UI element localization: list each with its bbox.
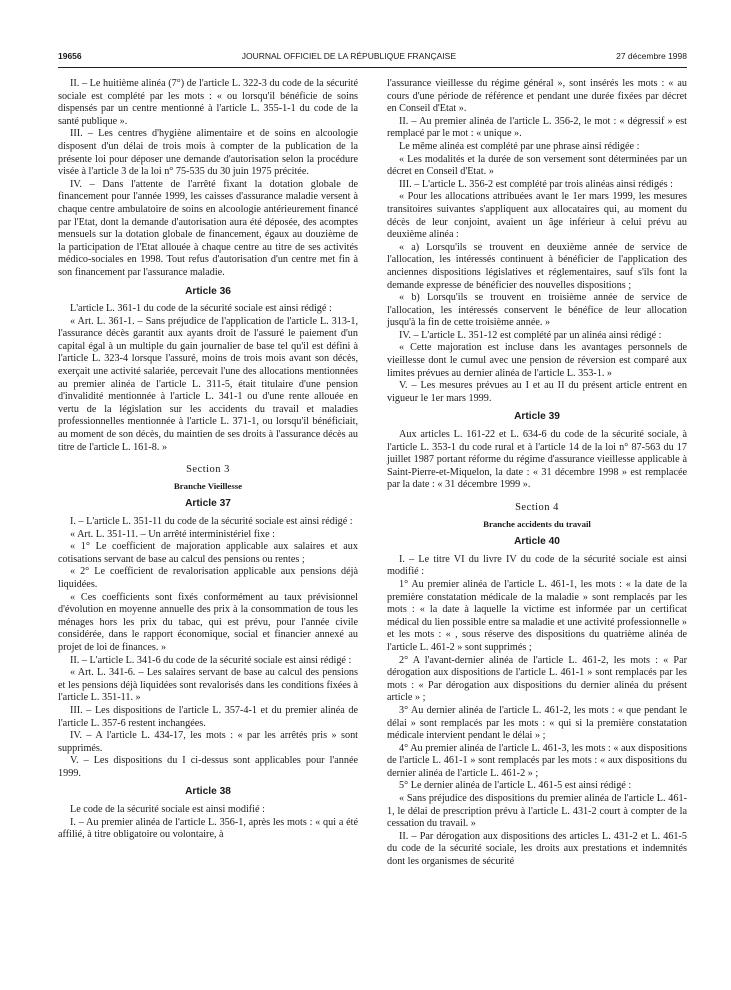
paragraph: « Sans préjudice des dispositions du premier alinéa de l'article L. 461-1, le délai de prescription prévu à l'article L. 431-2 court à compter de la cessation du travail. »	[387, 793, 687, 830]
paragraph: IV. – A l'article L. 434-17, les mots : « par les arrêtés pris » sont supprimés.	[58, 730, 358, 754]
paragraph: « Cette majoration est incluse dans les avantages personnels de vieillesse dont le cumul avec une pension de réversion est comparé aux limites prévues au dernier alinéa de l'article L. 353-1. »	[387, 342, 687, 379]
paragraph: IV. – L'article L. 351-12 est complété par un alinéa ainsi rédigé :	[399, 329, 662, 341]
paragraph: « a) Lorsqu'ils se trouvent en deuxième année de service de l'allocation, les intéressés continuent à bénéficier de l'application des anciennes dispositions législatives et réglementaires, sauf s'ils font la demande expresse de bénéficier des nouvelles dispositions ;	[387, 241, 687, 291]
article-heading: Article 36	[185, 285, 231, 297]
paragraph: II. – Par dérogation aux dispositions des articles L. 431-2 et L. 461-5 du code de la sécurité sociale, les droits aux prestations et indemnités dont les organismes de sécurité	[387, 830, 687, 868]
paragraph: V. – Les mesures prévues au I et au II du présent article entrent en vigueur le 1er mars 1999.	[387, 380, 687, 404]
paragraph: 4° Au premier alinéa de l'article L. 461-3, les mots : « aux dispositions de l'article L. 461-1 » sont remplacés par les mots : « aux dispositions du dernier alinéa de l'article L. 461-2 » ;	[387, 742, 687, 779]
paragraph: Le code de la sécurité sociale est ainsi modifié :	[70, 804, 265, 816]
paragraph: III. – L'article L. 356-2 est complété par trois alinéas ainsi rédigés :	[399, 178, 673, 190]
paragraph: « Art. L. 361-1. – Sans préjudice de l'application de l'article L. 313-1, l'assurance décès garantit aux ayants droit de l'assuré le paiement d'un capital égal à un multiple du gain journalier de base tel qu'il est défini à l'article L. 323-4 lorsque l'assuré, moins de trois mois avant son décès, exerçait une activité salariée, percevait l'une des allocations mentionnées au premier alinéa de l'article L. 311-5, était titulaire d'une pension d'invalidité mentionnée à l'article L. 341-1 ou d'une rente allouée en vertu de la législation sur les accidents du travail et maladies professionnelles mentionnée à l'article L. 371-1, ou lorsqu'il bénéficiait, au moment de son décès, du maintien de ses droits à l'assurance décès au titre de l'article L. 161-8. »	[58, 315, 358, 453]
subsection-heading: Branche Vieillesse	[173, 480, 243, 491]
paragraph: « 1° Le coefficient de majoration applicable aux salaires et aux cotisations servant de base au calcul des pensions ou rentes ;	[58, 541, 358, 565]
paragraph: 1° Au premier alinéa de l'article L. 461-1, les mots : « la date de la première constatation médicale de la maladie » sont remplacés par les mots : « la date à laquelle la victime est informée par un certificat médical du lien possible entre sa maladie et une activité professionnelle » et les mots : « , sous réserve des dispositions du quatrième alinéa de l'article L. 461-2 » sont supprimés ;	[387, 578, 687, 653]
article-heading: Article 40	[514, 536, 560, 548]
paragraph: Le même alinéa est complété par une phrase ainsi rédigée :	[399, 140, 640, 152]
paragraph: 2° A l'avant-dernier alinéa de l'article L. 461-2, les mots : « Par dérogation aux dispositions de l'article L. 461-1 » sont remplacés par les mots : « Par dérogation aux dispositions du dernier alinéa du présent article » ;	[387, 654, 687, 704]
paragraph: II. – L'article L. 341-6 du code de la sécurité sociale est ainsi rédigé :	[70, 654, 352, 666]
paragraph: II. – Au premier alinéa de l'article L. 356-2, le mot : « dégressif » est remplacé par le mot : « unique ».	[387, 115, 687, 140]
paragraph: l'assurance vieillesse du régime général », sont insérés les mots : « au cours d'une période de référence et pendant une durée fixées par décret en Conseil d'Etat ».	[387, 78, 687, 115]
paragraph: 3° Au dernier alinéa de l'article L. 461-2, les mots : « que pendant le délai » sont remplacés par les mots : « qui si la première constatation médicale intervient pendant le délai » ;	[387, 704, 687, 742]
paragraph: I. – L'article L. 351-11 du code de la sécurité sociale est ainsi rédigé :	[70, 516, 353, 527]
section-heading: Section 4	[515, 502, 559, 513]
subsection-heading: Branche accidents du travail	[483, 518, 591, 529]
paragraph: « 2° Le coefficient de revalorisation applicable aux pensions déjà liquidées.	[58, 566, 358, 590]
paragraph: V. – Les dispositions du I ci-dessus sont applicables pour l'année 1999.	[58, 755, 358, 779]
article-heading: Article 37	[185, 498, 231, 510]
journal-title: JOURNAL OFFICIEL DE LA RÉPUBLIQUE FRANÇAISE	[241, 51, 457, 61]
paragraph: I. – Au premier alinéa de l'article L. 356-1, après les mots : « qui a été affilié, à titre obligatoire ou volontaire, à	[58, 816, 358, 841]
paragraph: « Les modalités et la durée de son versement sont déterminées par un décret en Conseil d'Etat. »	[387, 153, 687, 178]
text-columns	[58, 78, 687, 869]
page-number: 19656	[58, 51, 82, 61]
paragraph: I. – Le titre VI du livre IV du code de la sécurité sociale est ainsi modifié :	[387, 553, 687, 578]
paragraph: III. – Les dispositions de l'article L. 357-4-1 et du premier alinéa de l'article L. 357-6 restent inchangées.	[58, 704, 358, 729]
article-heading: Article 39	[514, 411, 560, 423]
paragraph: « Art. L. 341-6. – Les salaires servant de base au calcul des pensions et les pensions déjà liquidées sont revalorisés dans les conditions fixées à l'article L. 351-11. »	[58, 667, 358, 704]
paragraph: « b) Lorsqu'ils se trouvent en troisième année de service de l'allocation, les intéressés conservent le bénéfice de leur allocation jusqu'à la fin de cette troisième année. »	[387, 292, 687, 329]
publication-date: 27 décembre 1998	[616, 51, 687, 61]
paragraph: L'article L. 361-1 du code de la sécurité sociale est ainsi rédigé :	[70, 303, 332, 315]
article-heading: Article 38	[185, 786, 231, 798]
paragraph: Aux articles L. 161-22 et L. 634-6 du code de la sécurité sociale, à l'article L. 353-1 du code rural et à l'article 14 de la loi n° 87-563 du 17 juillet 1987 portant réforme du régime d'assurance vieillesse applicable à Saint-Pierre-et-Miquelon, la date : « 31 décembre 1998 » est remplacée par la date : « 31 décembre 1999 ».	[387, 429, 687, 491]
page-header	[58, 51, 687, 68]
paragraph: « Art. L. 351-11. – Un arrêté interministériel fixe :	[70, 528, 276, 540]
paragraph: « Pour les allocations attribuées avant le 1er mars 1999, les mesures transitoires suivantes s'appliquent aux allocataires qui, au moment du décès de leur conjoint, avaient un âge inférieur à celui prévu au deuxième alinéa :	[387, 191, 687, 241]
paragraph: II. – Le huitième alinéa (7°) de l'article L. 322-3 du code de la sécurité sociale est complété par les mots : « ou lorsqu'il bénéficie de soins dispensés par un centre mentionné à l'article L. 355-1-1 du code de la santé publique ».	[58, 78, 358, 127]
right-column	[387, 78, 687, 869]
section-heading: Section 3	[186, 464, 230, 476]
left-column	[58, 78, 358, 869]
paragraph: « Ces coefficients sont fixés conformément au taux prévisionnel d'évolution en moyenne annuelle des prix à la consommation de tous les ménages hors les prix du tabac, qui est prévu, pour l'année civile considérée, dans le rapport économique, social et financier annexé au projet de loi de finances. »	[58, 591, 358, 653]
paragraph: 5° Le dernier alinéa de l'article L. 461-5 est ainsi rédigé :	[399, 780, 632, 792]
paragraph: III. – Les centres d'hygiène alimentaire et de soins en alcoologie disposent d'un délai de trois mois à compter de la publication de la présente loi pour déposer une demande d'autorisation selon la procédure visée à l'article 3 de la loi n° 75-535 du 30 juin 1975 précitée.	[58, 128, 358, 178]
paragraph: IV. – Dans l'attente de l'arrêté fixant la dotation globale de financement pour l'année 1999, les caisses d'assurance maladie versent à chaque centre ambulatoire de soins en alcoologie antérieurement financé par l'Etat, dont la demande d'autorisation aura été déposée, des acomptes mensuels sur la dotation globale de financement, égaux au douzième de la participation de l'Etat allouée à chaque centre au titre de ses activités médico-sociales en 1998. Tout refus d'autorisation d'un centre met fin à son financement par l'assurance maladie.	[58, 178, 358, 278]
